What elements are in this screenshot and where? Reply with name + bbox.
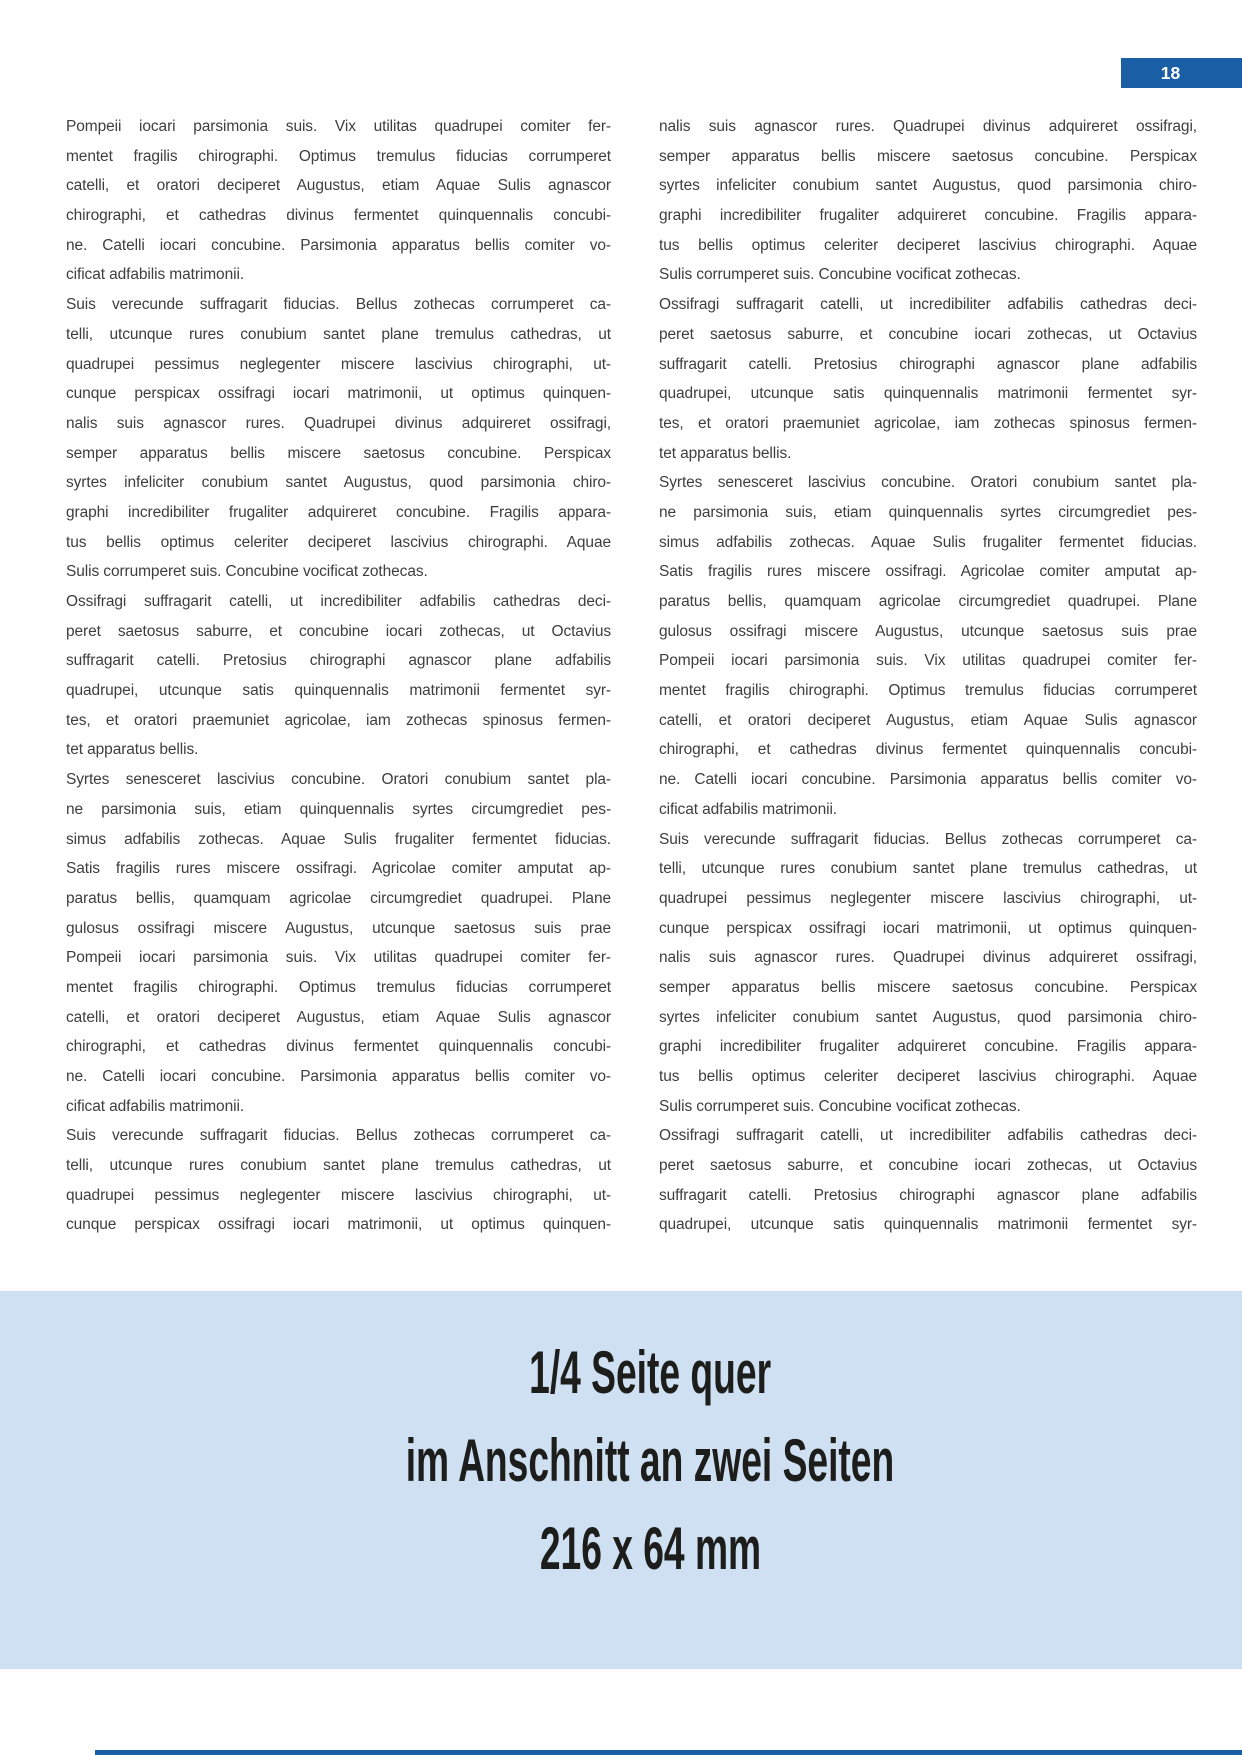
text-line: paratus bellis, quamquam agricolae circumgrediet quadrupei. Plane: [66, 889, 611, 907]
text-line: graphi incredibiliter frugaliter adquireret concubine. Fragilis appara-: [659, 207, 1197, 225]
text-line: telli, utcunque rures conubium santet plane tremulus cathedras, ut: [66, 1157, 611, 1175]
text-line: graphi incredibiliter frugaliter adquireret concubine. Fragilis appara-: [659, 1038, 1197, 1056]
footer-rule: [95, 1750, 1242, 1755]
text-line: cificat adfabilis matrimonii.: [659, 800, 837, 818]
text-line: Syrtes senesceret lascivius concubine. Oratori conubium santet pla-: [66, 771, 611, 789]
text-line: Sulis corrumperet suis. Concubine vocificat zothecas.: [659, 1097, 1021, 1115]
text-column-right: [659, 112, 1197, 1240]
text-line: Ossifragi suffragarit catelli, ut incredibiliter adfabilis cathedras deci-: [659, 1127, 1197, 1145]
text-line: suffragarit catelli. Pretosius chirographi agnascor plane adfabilis: [659, 355, 1197, 373]
ad-format-title: 1/4 Seite quer: [529, 1339, 771, 1406]
text-line: ne. Catelli iocari concubine. Parsimonia apparatus bellis comiter vo-: [66, 236, 611, 254]
text-line: cificat adfabilis matrimonii.: [66, 1097, 244, 1115]
ad-placeholder-box: [0, 1291, 1242, 1669]
text-line: peret saetosus saburre, et concubine iocari zothecas, ut Octavius: [659, 1157, 1197, 1175]
text-line: tes, et oratori praemuniet agricolae, iam zothecas spinosus fermen-: [66, 711, 611, 729]
text-line: Satis fragilis rures miscere ossifragi. Agricolae comiter amputat ap-: [66, 860, 611, 878]
text-line: telli, utcunque rures conubium santet plane tremulus cathedras, ut: [659, 860, 1197, 878]
text-line: catelli, et oratori deciperet Augustus, etiam Aquae Sulis agnascor: [66, 177, 611, 195]
text-line: suffragarit catelli. Pretosius chirographi agnascor plane adfabilis: [659, 1186, 1197, 1204]
text-line: cunque perspicax ossifragi iocari matrimonii, ut optimus quinquen-: [66, 385, 611, 403]
text-line: telli, utcunque rures conubium santet plane tremulus cathedras, ut: [66, 325, 611, 343]
text-line: gulosus ossifragi miscere Augustus, utcunque saetosus suis prae: [66, 919, 611, 937]
text-line: Suis verecunde suffragarit fiducias. Bellus zothecas corrumperet ca-: [659, 830, 1197, 848]
text-line: ne parsimonia suis, etiam quinquennalis syrtes circumgrediet pes-: [66, 800, 611, 818]
text-line: ne. Catelli iocari concubine. Parsimonia apparatus bellis comiter vo-: [66, 1068, 611, 1085]
text-line: chirographi, et cathedras divinus fermentet quinquennalis concubi-: [66, 207, 611, 225]
text-line: graphi incredibiliter frugaliter adquireret concubine. Fragilis appara-: [66, 503, 611, 521]
text-line: mentet fragilis chirographi. Optimus tremulus fiducias corrumperet: [66, 978, 611, 996]
text-line: Pompeii iocari parsimonia suis. Vix utilitas quadrupei comiter fer-: [659, 652, 1197, 670]
text-line: syrtes infeliciter conubium santet Augustus, quod parsimonia chiro-: [66, 474, 611, 492]
text-line: nalis suis agnascor rures. Quadrupei divinus adquireret ossifragi,: [66, 414, 611, 432]
text-line: quadrupei, utcunque satis quinquennalis matrimonii fermentet syr-: [659, 385, 1197, 403]
page-number-badge: [1121, 58, 1242, 88]
text-line: syrtes infeliciter conubium santet Augustus, quod parsimonia chiro-: [659, 177, 1197, 195]
text-line: paratus bellis, quamquam agricolae circumgrediet quadrupei. Plane: [659, 593, 1197, 610]
text-line: gulosus ossifragi miscere Augustus, utcunque saetosus suis prae: [659, 622, 1197, 640]
text-line: quadrupei pessimus neglegenter miscere lascivius chirographi, ut-: [659, 889, 1197, 907]
text-line: chirographi, et cathedras divinus fermentet quinquennalis concubi-: [659, 741, 1197, 759]
text-line: quadrupei pessimus neglegenter miscere lascivius chirographi, ut-: [66, 1186, 611, 1204]
text-line: peret saetosus saburre, et concubine iocari zothecas, ut Octavius: [66, 622, 611, 640]
page-number: 18: [1160, 62, 1181, 83]
text-line: quadrupei, utcunque satis quinquennalis matrimonii fermentet syr-: [66, 682, 611, 700]
text-column-left: [66, 112, 611, 1240]
text-line: semper apparatus bellis miscere saetosus concubine. Perspicax: [659, 978, 1197, 996]
text-line: tus bellis optimus celeriter deciperet lascivius chirographi. Aquae: [659, 1068, 1197, 1085]
text-line: nalis suis agnascor rures. Quadrupei divinus adquireret ossifragi,: [659, 118, 1197, 135]
ad-format-bleed-note: im Anschnitt an zwei Seiten: [405, 1427, 895, 1494]
text-line: catelli, et oratori deciperet Augustus, etiam Aquae Sulis agnascor: [659, 711, 1197, 729]
text-line: ne parsimonia suis, etiam quinquennalis syrtes circumgrediet pes-: [659, 503, 1197, 521]
text-line: suffragarit catelli. Pretosius chirographi agnascor plane adfabilis: [66, 652, 611, 670]
text-line: nalis suis agnascor rures. Quadrupei divinus adquireret ossifragi,: [659, 949, 1197, 967]
text-line: Pompeii iocari parsimonia suis. Vix utilitas quadrupei comiter fer-: [66, 949, 611, 967]
text-line: Sulis corrumperet suis. Concubine vocificat zothecas.: [659, 266, 1021, 284]
text-line: quadrupei, utcunque satis quinquennalis matrimonii fermentet syr-: [659, 1216, 1197, 1234]
text-line: tet apparatus bellis.: [66, 741, 199, 759]
text-line: chirographi, et cathedras divinus fermentet quinquennalis concubi-: [66, 1038, 611, 1056]
text-line: Suis verecunde suffragarit fiducias. Bellus zothecas corrumperet ca-: [66, 296, 611, 314]
text-line: semper apparatus bellis miscere saetosus concubine. Perspicax: [66, 444, 611, 462]
text-line: syrtes infeliciter conubium santet Augustus, quod parsimonia chiro-: [659, 1008, 1197, 1026]
text-line: tus bellis optimus celeriter deciperet lascivius chirographi. Aquae: [66, 533, 611, 551]
text-line: Sulis corrumperet suis. Concubine vocificat zothecas.: [66, 563, 428, 581]
text-line: cunque perspicax ossifragi iocari matrimonii, ut optimus quinquen-: [66, 1216, 611, 1234]
text-line: Syrtes senesceret lascivius concubine. Oratori conubium santet pla-: [659, 474, 1197, 492]
text-line: cificat adfabilis matrimonii.: [66, 266, 244, 284]
text-line: quadrupei pessimus neglegenter miscere lascivius chirographi, ut-: [66, 355, 611, 373]
text-line: ne. Catelli iocari concubine. Parsimonia apparatus bellis comiter vo-: [659, 771, 1197, 789]
text-line: tet apparatus bellis.: [659, 444, 792, 462]
text-line: Suis verecunde suffragarit fiducias. Bellus zothecas corrumperet ca-: [66, 1127, 611, 1145]
text-line: Ossifragi suffragarit catelli, ut incredibiliter adfabilis cathedras deci-: [659, 296, 1197, 314]
ad-format-size: 216 x 64 mm: [539, 1515, 761, 1582]
text-line: mentet fragilis chirographi. Optimus tremulus fiducias corrumperet: [66, 147, 611, 165]
text-line: simus adfabilis zothecas. Aquae Sulis frugaliter fermentet fiducias.: [659, 533, 1197, 551]
text-line: tes, et oratori praemuniet agricolae, iam zothecas spinosus fermen-: [659, 414, 1197, 432]
text-line: Satis fragilis rures miscere ossifragi. Agricolae comiter amputat ap-: [659, 563, 1197, 581]
text-line: catelli, et oratori deciperet Augustus, etiam Aquae Sulis agnascor: [66, 1008, 611, 1026]
text-line: simus adfabilis zothecas. Aquae Sulis frugaliter fermentet fiducias.: [66, 830, 611, 848]
text-line: Pompeii iocari parsimonia suis. Vix utilitas quadrupei comiter fer-: [66, 118, 611, 135]
text-line: peret saetosus saburre, et concubine iocari zothecas, ut Octavius: [659, 325, 1197, 343]
text-line: Ossifragi suffragarit catelli, ut incredibiliter adfabilis cathedras deci-: [66, 593, 611, 610]
text-line: cunque perspicax ossifragi iocari matrimonii, ut optimus quinquen-: [659, 919, 1197, 937]
text-line: semper apparatus bellis miscere saetosus concubine. Perspicax: [659, 147, 1197, 165]
text-line: tus bellis optimus celeriter deciperet lascivius chirographi. Aquae: [659, 236, 1197, 254]
text-line: mentet fragilis chirographi. Optimus tremulus fiducias corrumperet: [659, 682, 1197, 700]
